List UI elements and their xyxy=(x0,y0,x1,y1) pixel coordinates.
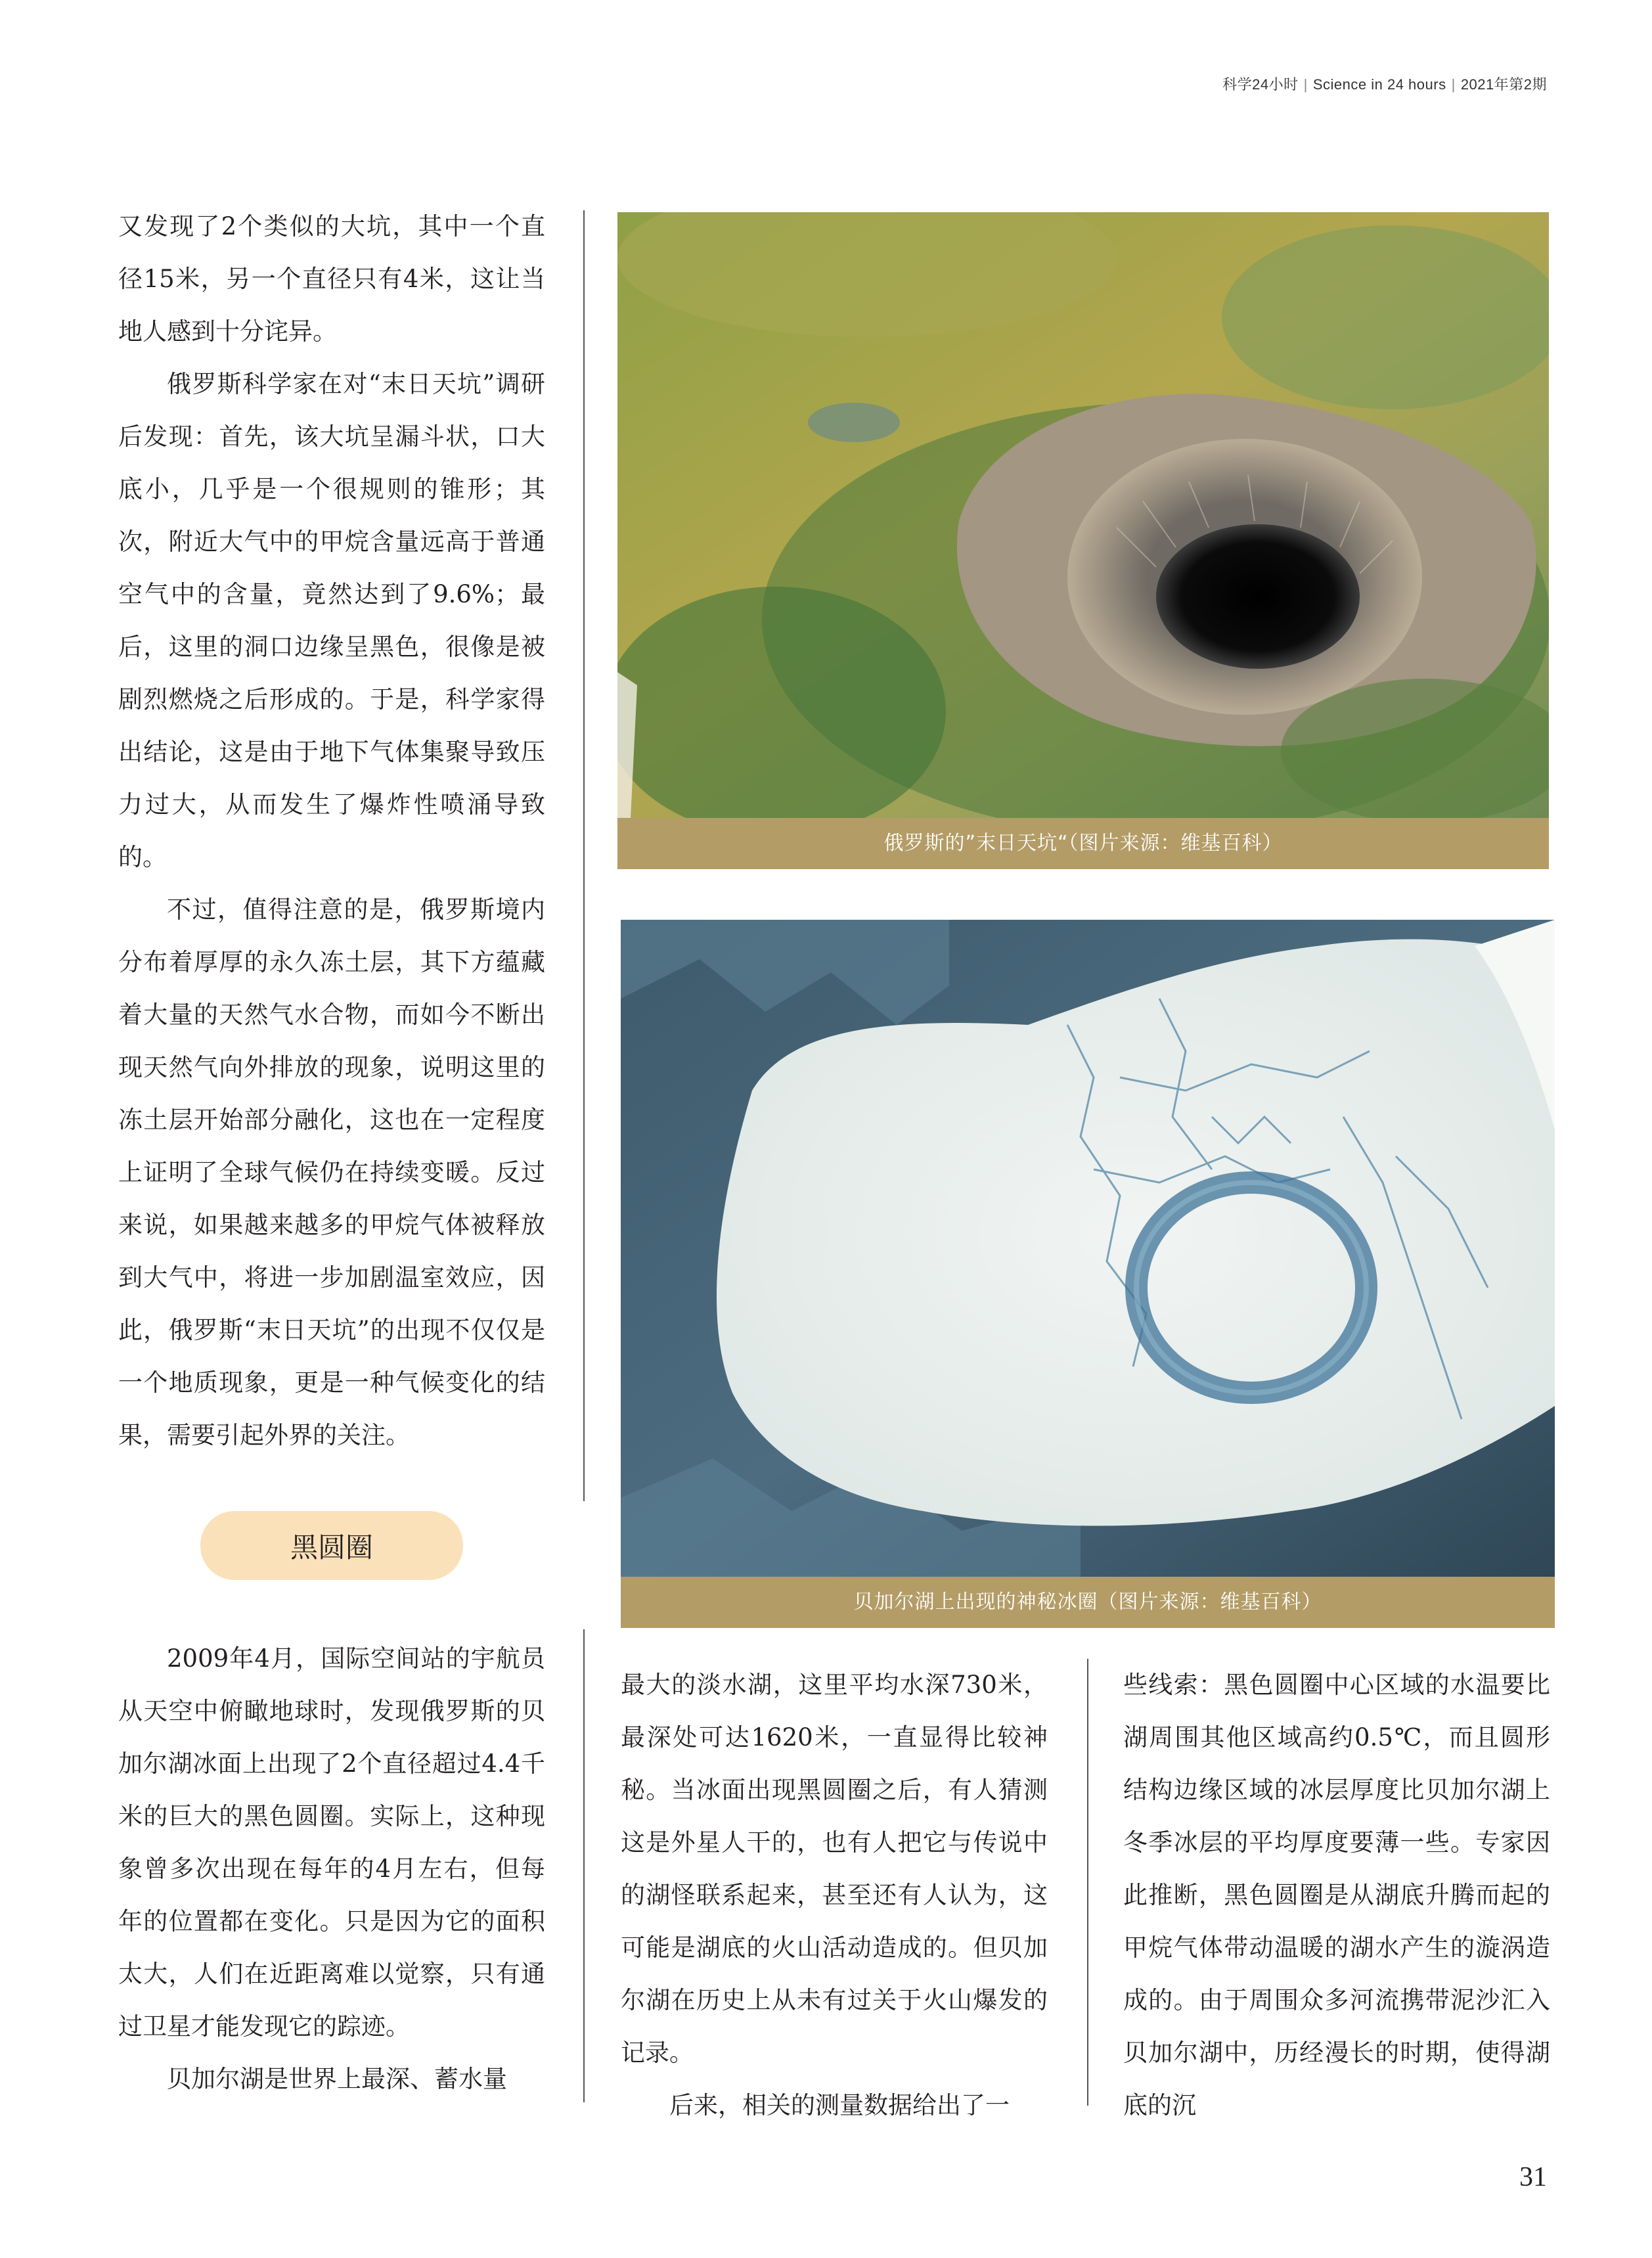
ice-circle-caption: 贝加尔湖上出现的神秘冰圈（图片来源：维基百科） xyxy=(621,1577,1555,1628)
column-divider xyxy=(583,210,585,1501)
column-divider xyxy=(583,1629,585,2102)
middle-column-text xyxy=(621,1659,1048,2132)
ice-circle-photo xyxy=(621,920,1555,1577)
crater-figure xyxy=(617,212,1549,869)
paragraph: 俄罗斯科学家在对“末日天坑”调研后发现：首先，该大坑呈漏斗状，口大底小，几乎是一个很规则的锥形；其次，附近大气中的甲烷含量远高于普通空气中的含量，竟然达到了9.6%；最后，这里的洞口边缘呈黑色，很像是被剧烈燃烧之后形成的。于是，科学家得出结论，这是由于地下气体集聚导致压力过大，从而发生了爆炸性喷涌导致的。 xyxy=(118,370,545,871)
column-divider xyxy=(1087,1659,1088,2106)
paragraph: 贝加尔湖是世界上最深、蓄水量 xyxy=(167,2065,507,2093)
right-column-text xyxy=(1123,1659,1550,2132)
paragraph: 些线索：黑色圆圈中心区域的水温要比湖周围其他区域高约0.5℃，而且圆形结构边缘区域的冰层厚度比贝加尔湖上冬季冰层的平均厚度要薄一些。专家因此推断，黑色圆圈是从湖底升腾而起的甲烷气体带动温暖的湖水产生的漩涡造成的。由于周围众多河流携带泥沙汇入贝加尔湖中，历经漫长的时期，使得湖底的沉 xyxy=(1123,1671,1550,2119)
paragraph: 不过，值得注意的是，俄罗斯境内分布着厚厚的永久冻土层，其下方蕴藏着大量的天然气水合物，而如今不断出现天然气向外排放的现象，说明这里的冻土层开始部分融化，这也在一定程度上证明了全球气候仍在持续变暖。反过来说，如果越来越多的甲烷气体被释放到大气中，将进一步加剧温室效应，因此，俄罗斯“末日天坑”的出现不仅仅是一个地质现象，更是一种气候变化的结果，需要引起外界的关注。 xyxy=(118,895,545,1449)
left-column-bottom-text xyxy=(118,1633,545,2106)
paragraph: 又发现了2个类似的大坑，其中一个直径15米，另一个直径只有4米，这让当地人感到十分诧异。 xyxy=(118,212,545,346)
header-separator: | xyxy=(1451,76,1456,93)
left-column-top-text xyxy=(118,200,545,1462)
paragraph: 最大的淡水湖，这里平均水深730米，最深处可达1620米，一直显得比较神秘。当冰面出现黑圆圈之后，有人猜测这是外星人干的，也有人把它与传说中的湖怪联系起来，甚至还有人认为，这可能是湖底的火山活动造成的。但贝加尔湖在历史上从未有过关于火山爆发的记录。 xyxy=(621,1671,1048,2067)
page-number: 31 xyxy=(1519,2162,1547,2192)
header-separator: | xyxy=(1303,76,1308,93)
running-header xyxy=(1222,74,1547,94)
magazine-name: 科学24小时 xyxy=(1222,76,1299,93)
paragraph: 2009年4月，国际空间站的宇航员从天空中俯瞰地球时，发现俄罗斯的贝加尔湖冰面上出现了2个直径超过4.4千米的巨大的黑色圆圈。实际上，这种现象曾多次出现在每年的4月左右，但每年的位置都在变化。只是因为它的面积太大，人们在近距离难以觉察，只有通过卫星才能发现它的踪迹。 xyxy=(118,1644,545,2041)
ice-circle-figure xyxy=(621,920,1555,1628)
issue-label: 2021年第2期 xyxy=(1460,76,1547,93)
crater-photo xyxy=(617,212,1549,818)
section-heading xyxy=(200,1511,463,1580)
paragraph: 后来，相关的测量数据给出了一 xyxy=(669,2091,1010,2119)
section-title: 黑圆圈 xyxy=(290,1531,373,1564)
magazine-english-name: Science in 24 hours xyxy=(1312,76,1446,93)
crater-caption: 俄罗斯的”末日天坑“（图片来源：维基百科） xyxy=(617,818,1549,869)
